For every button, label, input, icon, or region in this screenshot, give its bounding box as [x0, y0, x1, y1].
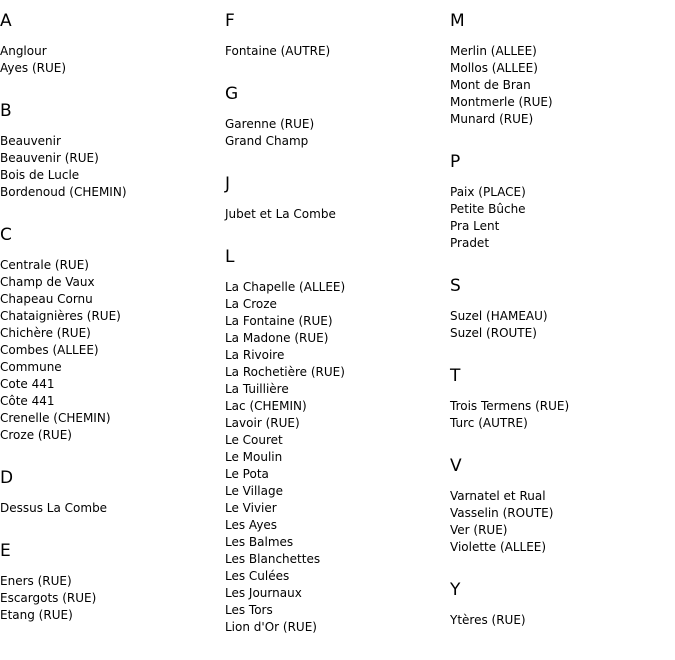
street-name: Suzel (HAMEAU) [450, 309, 548, 323]
street-name: Lavoir (RUE) [225, 416, 300, 430]
section-letter-heading: T [450, 366, 461, 386]
letter-section [450, 152, 569, 252]
section-letter-heading: S [450, 276, 461, 296]
street-name: Le Vivier [225, 501, 277, 515]
street-name: Paix (PLACE) [450, 185, 526, 199]
street-name: La Fontaine (RUE) [225, 314, 333, 328]
street-list [450, 43, 569, 128]
street-name: Lion d'Or (RUE) [225, 620, 317, 634]
street-name: Champ de Vaux [0, 275, 95, 289]
street-name: La Rivoire [225, 348, 285, 362]
street-name: Etang (RUE) [0, 608, 73, 622]
letter-section [0, 468, 127, 517]
street-name: Bordenoud (CHEMIN) [0, 185, 127, 199]
letter-section [450, 276, 569, 342]
street-name: Les Journaux [225, 586, 302, 600]
street-name: La Tuillière [225, 382, 289, 396]
street-name: Lac (CHEMIN) [225, 399, 307, 413]
street-name: Varnatel et Rual [450, 489, 546, 503]
street-name: Escargots (RUE) [0, 591, 97, 605]
street-list [450, 308, 569, 342]
letter-section [225, 11, 345, 60]
street-list [450, 612, 569, 629]
letter-section [450, 456, 569, 556]
street-list [0, 133, 127, 201]
street-name: Violette (ALLEE) [450, 540, 547, 554]
street-name: Beauvenir (RUE) [0, 151, 99, 165]
street-name: Les Balmes [225, 535, 294, 549]
street-list [225, 206, 345, 223]
street-name: Pradet [450, 236, 490, 250]
section-letter-heading: P [450, 152, 461, 172]
street-name: Merlin (ALLEE) [450, 44, 537, 58]
street-name: Chapeau Cornu [0, 292, 93, 306]
letter-section [225, 174, 345, 223]
letter-section [450, 366, 569, 432]
street-name: Côte 441 [0, 394, 55, 408]
street-name: Petite Bûche [450, 202, 526, 216]
street-name: Les Tors [225, 603, 273, 617]
section-letter-heading: A [0, 11, 12, 31]
index-column [225, 11, 345, 660]
section-letter-heading: L [225, 247, 235, 267]
street-name: Le Village [225, 484, 283, 498]
street-name: La Rochetière (RUE) [225, 365, 345, 379]
street-name: La Chapelle (ALLEE) [225, 280, 346, 294]
street-list [0, 573, 127, 624]
street-name: Le Moulin [225, 450, 283, 464]
street-list [450, 398, 569, 432]
street-name: Cote 441 [0, 377, 55, 391]
street-name: Chataignières (RUE) [0, 309, 121, 323]
section-letter-heading: J [225, 174, 231, 194]
letter-section [0, 101, 127, 201]
street-name: Garenne (RUE) [225, 117, 315, 131]
street-name: La Croze [225, 297, 277, 311]
street-list [450, 488, 569, 556]
street-name: Chichère (RUE) [0, 326, 91, 340]
street-name: Pra Lent [450, 219, 500, 233]
street-name: Fontaine (AUTRE) [225, 44, 331, 58]
letter-section [0, 541, 127, 624]
letter-section [225, 84, 345, 150]
street-list [225, 116, 345, 150]
letter-section [0, 11, 127, 77]
street-name: Commune [0, 360, 62, 374]
street-name: Ayes (RUE) [0, 61, 67, 75]
index-column [450, 11, 569, 653]
street-name: Les Blanchettes [225, 552, 321, 566]
street-list [0, 257, 127, 444]
street-list [450, 184, 569, 252]
street-name: Les Culées [225, 569, 290, 583]
street-list [0, 500, 127, 517]
letter-section [450, 580, 569, 629]
street-name: Suzel (ROUTE) [450, 326, 537, 340]
section-letter-heading: B [0, 101, 12, 121]
street-name: Ytères (RUE) [450, 613, 526, 627]
section-letter-heading: E [0, 541, 11, 561]
street-name: Beauvenir [0, 134, 61, 148]
letter-section [450, 11, 569, 128]
section-letter-heading: F [225, 11, 235, 31]
street-name: Eners (RUE) [0, 574, 72, 588]
street-list [0, 43, 127, 77]
index-column [0, 11, 127, 648]
street-name: Le Couret [225, 433, 283, 447]
street-name: Les Ayes [225, 518, 278, 532]
street-name: Centrale (RUE) [0, 258, 89, 272]
street-name: Mont de Bran [450, 78, 531, 92]
letter-section [225, 247, 345, 636]
street-name: Le Pota [225, 467, 269, 481]
street-name: La Madone (RUE) [225, 331, 329, 345]
street-list [225, 279, 345, 636]
section-letter-heading: D [0, 468, 14, 488]
street-name: Jubet et La Combe [225, 207, 336, 221]
street-name: Anglour [0, 44, 47, 58]
street-name: Vasselin (ROUTE) [450, 506, 554, 520]
street-name: Trois Termens (RUE) [450, 399, 570, 413]
street-name: Dessus La Combe [0, 501, 108, 515]
section-letter-heading: Y [450, 580, 461, 600]
street-name: Grand Champ [225, 134, 309, 148]
section-letter-heading: G [225, 84, 239, 104]
street-name: Combes (ALLEE) [0, 343, 99, 357]
street-name: Ver (RUE) [450, 523, 508, 537]
street-name: Turc (AUTRE) [450, 416, 528, 430]
street-name: Bois de Lucle [0, 168, 80, 182]
street-name: Croze (RUE) [0, 428, 72, 442]
letter-section [0, 225, 127, 444]
section-letter-heading: M [450, 11, 465, 31]
street-name: Munard (RUE) [450, 112, 534, 126]
section-letter-heading: V [450, 456, 462, 476]
street-name: Mollos (ALLEE) [450, 61, 538, 75]
street-name: Crenelle (CHEMIN) [0, 411, 111, 425]
street-name: Montmerle (RUE) [450, 95, 553, 109]
street-list [225, 43, 345, 60]
section-letter-heading: C [0, 225, 12, 245]
